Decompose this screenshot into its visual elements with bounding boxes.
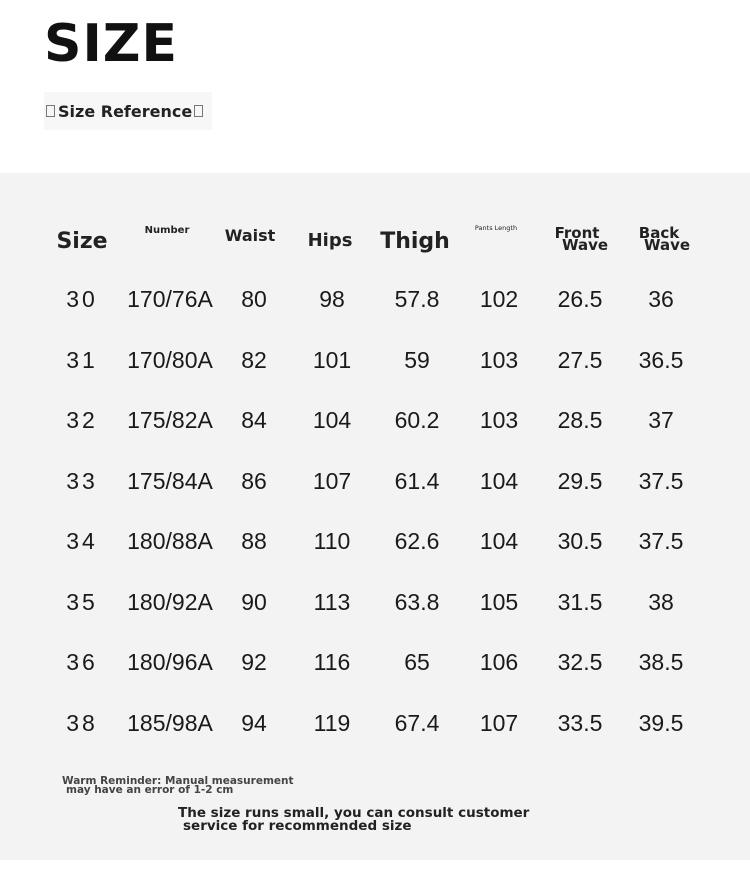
cell-front-wave: 27.5 xyxy=(557,346,603,373)
table-row xyxy=(0,461,750,501)
cell-pants-length: 104 xyxy=(479,528,519,554)
cell-hips: 113 xyxy=(313,588,351,615)
cell-size: 31 xyxy=(66,346,98,373)
cell-back-wave: 38.5 xyxy=(638,649,684,675)
table-row xyxy=(0,340,750,380)
warm-reminder xyxy=(62,777,362,795)
note-line2: service for recommended size xyxy=(183,818,412,834)
cell-number: 175/84A xyxy=(127,467,213,494)
cell-waist: 90 xyxy=(241,588,267,615)
col-header-thigh: Thigh xyxy=(380,229,450,254)
cell-size: 36 xyxy=(66,649,98,675)
table-row xyxy=(0,279,750,319)
col-header-front-wave xyxy=(548,224,609,254)
cell-pants-length: 102 xyxy=(479,286,519,312)
cell-size: 32 xyxy=(66,407,98,433)
bottom-strip xyxy=(0,860,750,882)
cell-front-wave: 29.5 xyxy=(557,467,603,494)
cell-size: 34 xyxy=(66,528,98,554)
cell-pants-length: 103 xyxy=(479,407,519,433)
cell-hips: 101 xyxy=(312,346,352,373)
cell-front-wave: 33.5 xyxy=(557,709,603,736)
cell-waist: 80 xyxy=(241,286,267,312)
cell-pants-length: 103 xyxy=(479,346,519,373)
cell-waist: 94 xyxy=(241,709,267,736)
cell-front-wave: 26.5 xyxy=(557,286,603,312)
cell-number: 170/76A xyxy=(127,286,213,312)
col-header-back-wave xyxy=(630,224,691,254)
cell-hips: 110 xyxy=(313,528,351,554)
cell-thigh: 61.4 xyxy=(394,467,440,494)
cell-number: 180/96A xyxy=(127,649,213,675)
reminder-line2: may have an error of 1-2 cm xyxy=(66,784,234,796)
cell-back-wave: 37.5 xyxy=(638,467,684,494)
cell-thigh: 62.6 xyxy=(394,528,440,554)
col-header-number: Number xyxy=(144,225,190,236)
cell-back-wave: 36.5 xyxy=(638,346,684,373)
table-row xyxy=(0,582,750,622)
col-header-waist: Waist xyxy=(224,226,276,245)
cell-hips: 116 xyxy=(313,649,351,675)
cell-thigh: 67.4 xyxy=(394,709,440,736)
size-note xyxy=(178,807,598,833)
cell-hips: 104 xyxy=(312,407,352,433)
box-glyph-icon xyxy=(194,105,203,117)
cell-size: 35 xyxy=(66,588,98,615)
cell-size: 38 xyxy=(66,709,98,736)
cell-pants-length: 105 xyxy=(479,588,519,615)
cell-size: 33 xyxy=(66,467,98,494)
box-glyph-icon xyxy=(46,105,55,117)
cell-back-wave: 36 xyxy=(648,286,674,312)
table-row xyxy=(0,642,750,682)
note-line1: The size runs small, you can consult customer xyxy=(178,805,530,821)
cell-waist: 88 xyxy=(241,528,267,554)
cell-waist: 86 xyxy=(241,467,267,494)
size-reference-label xyxy=(44,92,212,130)
table-row xyxy=(0,521,750,561)
cell-size: 30 xyxy=(66,286,98,312)
cell-number: 175/82A xyxy=(127,407,213,433)
back-wave-line2: Wave xyxy=(644,236,691,254)
cell-number: 180/92A xyxy=(127,588,213,615)
col-header-pants-length: Pants Length xyxy=(474,224,518,232)
col-header-size: Size xyxy=(56,229,108,254)
size-table-panel xyxy=(0,173,750,860)
cell-front-wave: 28.5 xyxy=(557,407,603,433)
cell-thigh: 65 xyxy=(404,649,430,675)
cell-back-wave: 37 xyxy=(648,407,674,433)
cell-hips: 98 xyxy=(319,286,345,312)
cell-waist: 82 xyxy=(241,346,267,373)
cell-back-wave: 38 xyxy=(648,588,674,615)
cell-back-wave: 37.5 xyxy=(638,528,684,554)
cell-hips: 119 xyxy=(313,709,351,736)
cell-pants-length: 104 xyxy=(479,467,519,494)
cell-thigh: 60.2 xyxy=(394,407,440,433)
col-header-hips: Hips xyxy=(307,230,353,251)
page-title: SIZE xyxy=(44,14,179,74)
cell-pants-length: 107 xyxy=(479,709,519,736)
cell-thigh: 57.8 xyxy=(394,286,440,312)
cell-hips: 107 xyxy=(312,467,352,494)
table-row xyxy=(0,703,750,743)
cell-front-wave: 32.5 xyxy=(557,649,603,675)
cell-thigh: 59 xyxy=(404,346,430,373)
cell-thigh: 63.8 xyxy=(394,588,440,615)
cell-number: 180/88A xyxy=(127,528,213,554)
cell-waist: 92 xyxy=(241,649,267,675)
table-row xyxy=(0,400,750,440)
subtitle-text: Size Reference xyxy=(58,101,193,121)
cell-waist: 84 xyxy=(241,407,267,433)
back-wave-line1: Back xyxy=(638,224,680,242)
cell-front-wave: 30.5 xyxy=(557,528,603,554)
cell-back-wave: 39.5 xyxy=(638,709,684,736)
cell-pants-length: 106 xyxy=(479,649,519,675)
cell-front-wave: 31.5 xyxy=(557,588,603,615)
front-wave-line2: Wave xyxy=(562,236,609,254)
reminder-line1: Warm Reminder: Manual measurement xyxy=(62,775,294,787)
front-wave-line1: Front xyxy=(554,224,600,242)
cell-number: 185/98A xyxy=(127,709,213,736)
cell-number: 170/80A xyxy=(127,346,213,373)
